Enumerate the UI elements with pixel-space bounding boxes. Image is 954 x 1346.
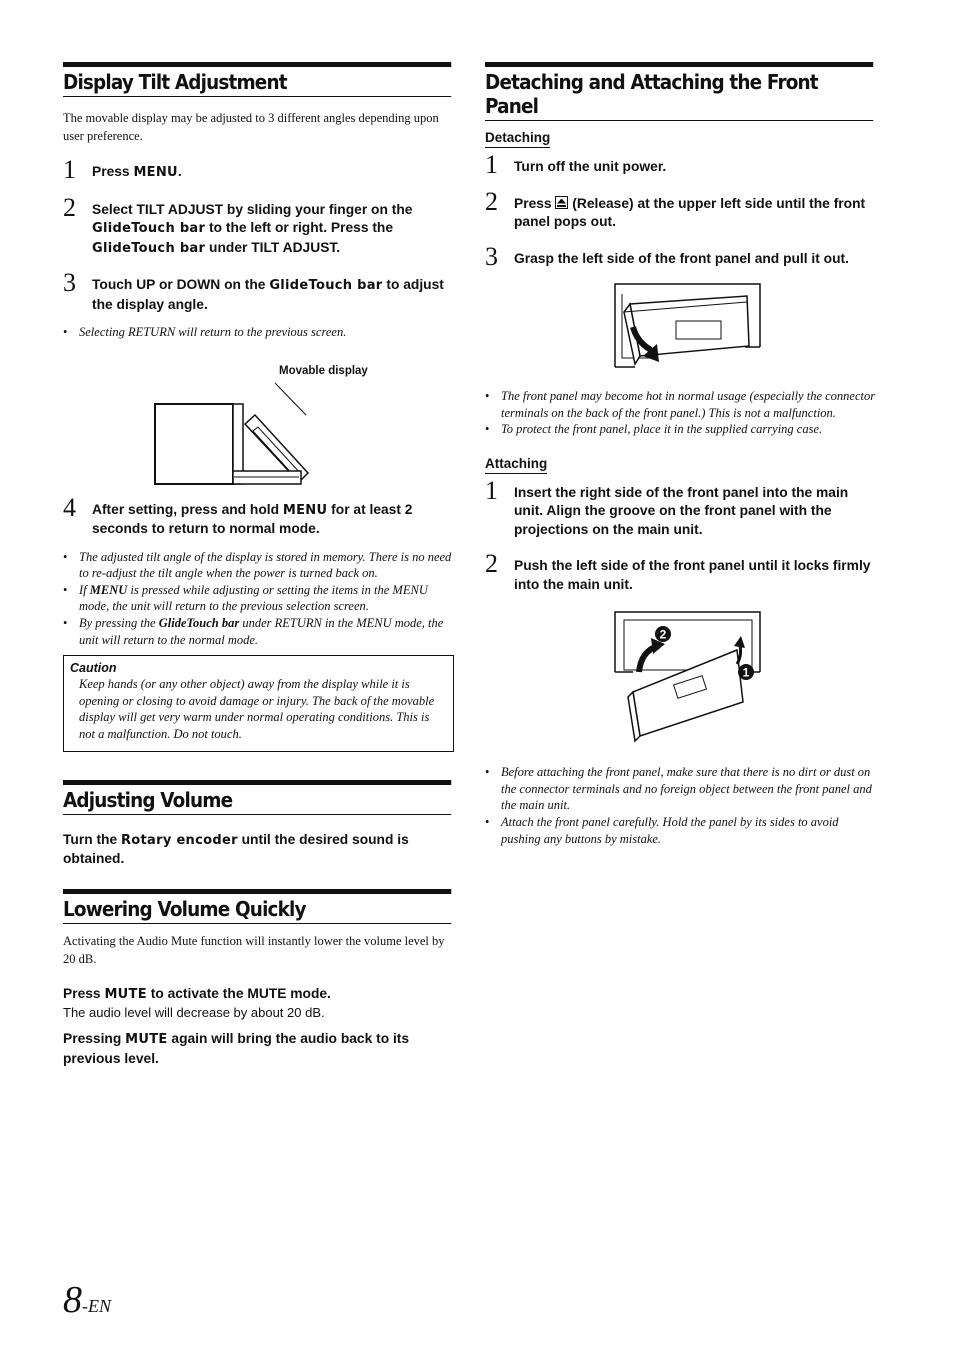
detach-notes (485, 388, 876, 438)
attach-notes (485, 764, 876, 847)
glidetouch-key: GlideTouch bar (92, 221, 206, 236)
detach-figure (485, 282, 876, 378)
note-no-dirt: • Before attaching the front panel, make sure that there is no dirt or dust on the connector terminals and no foreign object between the front panel and the main unit. (485, 764, 876, 814)
tilt-notes (63, 549, 454, 649)
note-text: is pressed while adjusting or setting the items in the MENU mode, the unit will return to the previous selection screen. (79, 582, 428, 614)
tilt-intro: The movable display may be adjusted to 3 different angles depending upon user preference. (63, 111, 439, 143)
instruction-text: until the desired sound is obtained. (63, 831, 409, 867)
instruction-text: to activate the MUTE mode. (146, 985, 331, 1001)
mute-instruction (63, 985, 454, 1005)
page-number (63, 1280, 111, 1320)
step-text: After setting, press and hold (92, 501, 283, 517)
volume-instruction (63, 831, 454, 869)
step-text: Grasp the left side of the front panel and pull it out. (514, 250, 849, 266)
step-text: Push the left side of the front panel until it locks firmly into the main unit. (514, 558, 871, 592)
detach-step-2 (485, 186, 876, 232)
section-title-front-panel: Detaching and Attaching the Front Panel (485, 62, 873, 121)
lower-volume-intro: Activating the Audio Mute function will instantly lower the volume level by 20 dB. (63, 933, 445, 966)
step-number: 3 (63, 268, 76, 297)
detach-panel-illustration (485, 282, 876, 378)
tilt-figure (63, 351, 454, 491)
note-tilt-memory: • The adjusted tilt angle of the display is stored in memory. There is no need to re-adjust the tilt angle when the power is turned back on. (63, 549, 454, 582)
note-carrying-case: • To protect the front panel, place it in the supplied carrying case. (485, 421, 876, 438)
step-text: Press (514, 195, 556, 211)
step-number: 2 (63, 192, 76, 222)
note-attach-carefully: • Attach the front panel carefully. Hold the panel by its sides to avoid pushing any buttons by mistake. (485, 814, 876, 847)
note-glidetouch-return (63, 615, 454, 648)
section-header-tilt (63, 62, 454, 97)
mute-again-instruction (63, 1030, 454, 1068)
note-text: By pressing the (79, 615, 159, 630)
left-column (63, 62, 454, 1068)
mute-key: MUTE (125, 1032, 168, 1048)
mute-key: MUTE (104, 986, 147, 1002)
section-title-lower-volume: Lowering Volume Quickly (63, 889, 451, 924)
detach-step-3 (485, 241, 876, 271)
callout-2-label: 2 (659, 627, 667, 642)
instruction-text: Press (63, 985, 105, 1001)
step-text: under TILT ADJUST. (205, 239, 341, 255)
right-column (485, 62, 876, 847)
glidetouch-key: GlideTouch bar (92, 240, 206, 256)
instruction-text: Turn the (63, 831, 121, 847)
section-title-volume: Adjusting Volume (63, 780, 451, 815)
detach-step-1 (485, 150, 876, 179)
rotary-encoder-key: Rotary encoder (121, 832, 238, 848)
step-number: 3 (485, 241, 498, 271)
step-number: 1 (485, 150, 498, 179)
step-text: to the left or right. Press the (205, 220, 394, 235)
caution-text: Keep hands (or any other object) away from the display while it is opening or closing to avoid damage or injury. The back of the movable display will get very warm under normal operating conditions. This is not a malfunction. Do not touch. (79, 677, 435, 741)
step-number: 2 (485, 549, 498, 579)
section-header-front-panel (485, 62, 876, 121)
page-number-value: 8 (63, 1279, 82, 1321)
step-text: Touch UP or DOWN on the (92, 277, 270, 292)
tilt-note-return: • Selecting RETURN will return to the previous screen. (63, 324, 454, 341)
step-number: 2 (485, 186, 498, 216)
note-panel-hot: • The front panel may become hot in normal usage (especially the connector terminals on the back of the front panel.) This is not a malfunction. (485, 388, 876, 421)
note-keyword: GlideTouch bar (158, 615, 240, 630)
menu-key: MENU (282, 502, 328, 518)
step-text: for at least 2 seconds to return to normal mode. (92, 501, 413, 537)
callout-1-label: 1 (742, 665, 750, 680)
note-menu-pressed (63, 582, 454, 615)
page-number-suffix: -EN (82, 1296, 111, 1316)
tilt-step-3 (63, 268, 454, 314)
movable-display-illustration (63, 351, 454, 491)
eject-icon (555, 196, 568, 209)
step-text: Turn off the unit power. (514, 159, 667, 174)
instruction-text: Pressing (63, 1031, 126, 1047)
step-number: 1 (485, 475, 498, 505)
caution-box (63, 655, 454, 751)
step-text: Select TILT ADJUST by sliding your finger on the (92, 201, 413, 217)
note-text: If (79, 582, 90, 597)
instruction-text: again will bring the audio back to its previous level. (63, 1031, 410, 1066)
tilt-step-4 (63, 492, 454, 539)
subhead-detaching: Detaching (485, 130, 550, 148)
step-text: (Release) at the upper left side until the front panel pops out. (514, 195, 866, 229)
note-keyword: MENU (89, 582, 128, 597)
section-header-volume (63, 780, 454, 815)
attach-panel-illustration (485, 610, 876, 750)
section-title-tilt: Display Tilt Adjustment (63, 62, 451, 97)
mute-result: The audio level will decrease by about 20 dB. (63, 1005, 325, 1021)
subhead-attaching: Attaching (485, 456, 547, 474)
glidetouch-key: GlideTouch bar (269, 278, 383, 293)
step-text: Press (92, 164, 134, 179)
tilt-step-2 (63, 192, 454, 259)
menu-key: MENU (133, 165, 178, 180)
step-text: . (177, 164, 182, 179)
attach-figure (485, 610, 876, 750)
caution-title: Caution (70, 661, 117, 676)
step-number: 4 (63, 492, 76, 522)
figure-label-movable-display: Movable display (279, 364, 368, 377)
attach-step-2 (485, 549, 876, 594)
section-header-lower-volume (63, 889, 454, 924)
tilt-step-1 (63, 155, 454, 184)
step-text: Insert the right side of the front panel into the main unit. Align the groove on the front panel with the projections on the main unit. (514, 484, 849, 537)
attach-step-1 (485, 475, 876, 540)
step-number: 1 (63, 155, 76, 184)
note-text: under RETURN in the MENU mode, the unit will return to the normal mode. (79, 615, 444, 647)
step-text: to adjust the display angle. (92, 277, 444, 312)
